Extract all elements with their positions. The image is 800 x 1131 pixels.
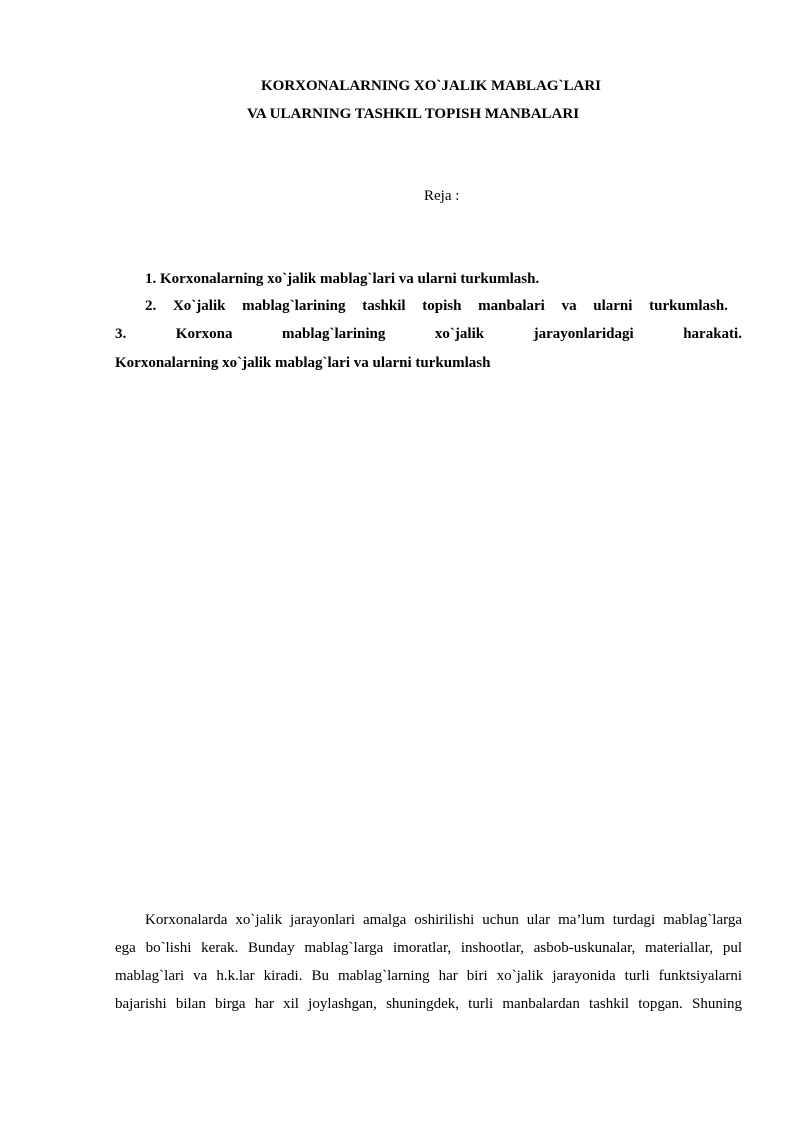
plan-word: mablag`larining — [282, 326, 386, 342]
plan-word: va — [561, 298, 577, 314]
paragraph-line-3: mablag`lari va h.k.lar kiradi. Bu mablag`larning har biri xo`jalik jarayonida turli funktsiyalarni — [115, 968, 742, 984]
paragraph-line-1: Korxonalarda xo`jalik jarayonlari amalga oshirilishi uchun ular ma’lum turdagi mablag`larga — [145, 912, 742, 928]
plan-word: turkumlash. — [649, 298, 728, 314]
page-title-line-2: VA ULARNING TASHKIL TOPISH MANBALARI — [247, 106, 580, 122]
plan-word: 2. — [145, 298, 157, 314]
plan-word: ularni — [593, 298, 633, 314]
paragraph-line-4: bajarishi bilan birga har xil joylashgan, shuningdek, turli manbalardan tashkil topgan. Shuning — [115, 996, 742, 1012]
plan-item-2 — [145, 298, 728, 315]
plan-word: xo`jalik — [434, 326, 485, 342]
plan-word: manbalari — [478, 298, 545, 314]
plan-item-3 — [115, 326, 742, 343]
plan-item-1: 1. Korxonalarning xo`jalik mablag`lari va ularni turkumlash. — [145, 271, 540, 287]
plan-word: mablag`larining — [242, 298, 346, 314]
plan-word: tashkil — [362, 298, 406, 314]
paragraph-line-2: ega bo`lishi kerak. Bunday mablag`larga imoratlar, inshootlar, asbob-uskunalar, materiallar, pul — [115, 940, 742, 956]
plan-word: harakati. — [683, 326, 742, 342]
plan-word: 3. — [115, 326, 127, 342]
plan-word: jarayonlaridagi — [533, 326, 634, 342]
section-heading: Korxonalarning xo`jalik mablag`lari va ularni turkumlash — [115, 355, 491, 371]
plan-word: topish — [422, 298, 462, 314]
plan-heading: Reja : — [424, 188, 460, 204]
page-title-line-1: KORXONALARNING XO`JALIK MABLAG`LARI — [261, 78, 602, 94]
plan-word: Korxona — [175, 326, 233, 342]
plan-word: Xo`jalik — [172, 298, 226, 314]
